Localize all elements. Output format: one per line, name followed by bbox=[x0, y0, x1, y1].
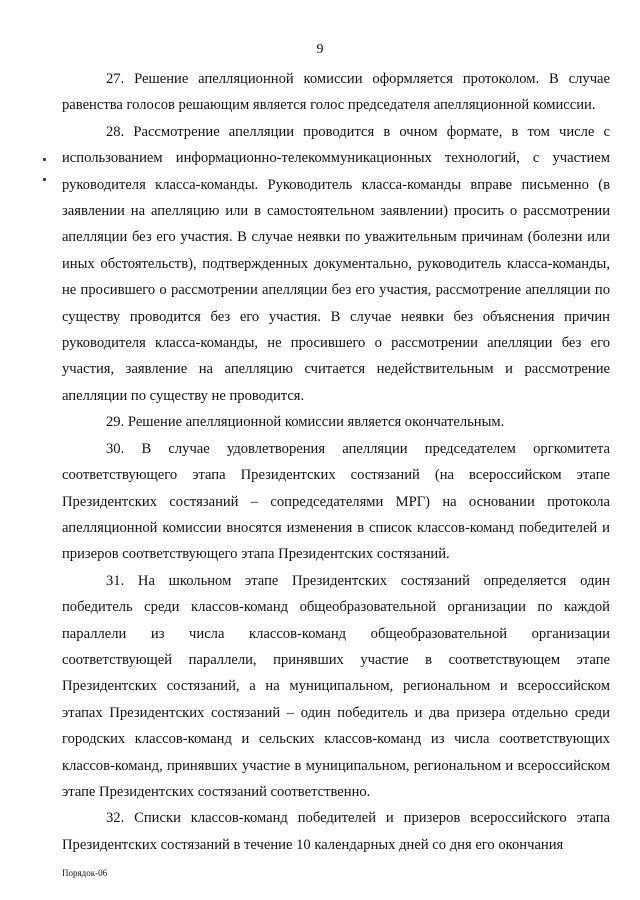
paragraph-31: 31. На школьном этапе Президентских состязаний определяется один победитель среди классов-команд общеобразовательной организации по каждой параллели из числа классов-команд общеобразовательной организации соответствующей параллели, принявших участие в соответствующем этапе Президентских состязаний, а на муниципальном, региональном и всероссийском этапах Президентских состязаний – один победитель и два призера отдельно среди городских классов-команд и сельских классов-команд из числа соответствующих классов-команд, принявших участие в муниципальном, региональном и всероссийском этапе Президентских состязаний соответственно. bbox=[62, 572, 610, 800]
paragraph-27: 27. Решение апелляционной комиссии оформляется протоколом. В случае равенства голосов решающим является голос председателя апелляционной комиссии. bbox=[62, 71, 610, 114]
paragraph-28: 28. Рассмотрение апелляции проводится в очном формате, в том числе с использованием информационно-телекоммуникационных технологий, с участием руководителя класса-команды. Руководитель класса-команды вправе письменно (в заявлении на апелляцию или в самостоятельном заявлении) просить о рассмотрении апелляции без его участия. В случае неявки по уважительным причинам (болезни или иных обстоятельств), подтвержденных документально, руководитель класса-команды, не просившего о рассмотрении апелляции без его участия, рассмотрение апелляции по существу проводится без его участия. В случае неявки без объяснения причин руководителя класса-команды, не просившего о рассмотрении апелляции без его участия, заявление на апелляцию считается недействительным и рассмотрение апелляции по существу не проводится. bbox=[62, 123, 610, 404]
paragraph-30: 30. В случае удовлетворения апелляции председателем оргкомитета соответствующего этапа Президентских состязаний (на всероссийском этапе Президентских состязаний – сопредседателями МРГ) на основании протокола апелляционной комиссии вносятся изменения в список классов-команд победителей и призеров соответствующего этапа Президентских состязаний. bbox=[62, 440, 610, 563]
margin-mark bbox=[43, 178, 46, 181]
document-body bbox=[62, 66, 610, 858]
page-number: 9 bbox=[316, 42, 324, 57]
footer-label: Порядок-06 bbox=[62, 868, 108, 878]
paragraph-29: 29. Решение апелляционной комиссии является окончательным. bbox=[106, 414, 505, 431]
margin-mark bbox=[43, 158, 46, 161]
paragraph-32: 32. Списки классов-команд победителей и призеров всероссийского этапа Президентских состязаний в течение 10 календарных дней со дня его окончания bbox=[62, 810, 610, 853]
